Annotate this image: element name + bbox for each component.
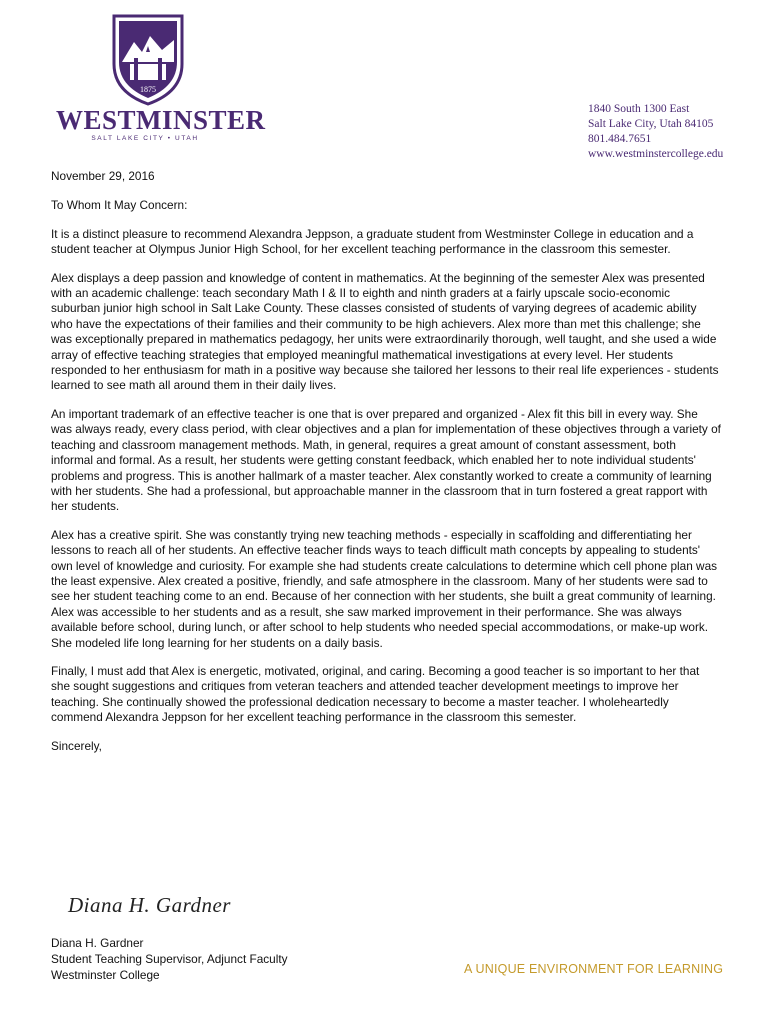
institution-location: SALT LAKE CITY • UTAH: [91, 135, 199, 142]
college-logo: [56, 12, 266, 142]
phone-number: 801.484.7651: [588, 133, 652, 145]
letter-body: [51, 169, 721, 767]
institution-wordmark: WESTMINSTER: [56, 105, 266, 135]
signer-title: Student Teaching Supervisor, Adjunct Faculty: [51, 952, 288, 966]
paragraph: Finally, I must add that Alex is energetic, motivated, original, and caring. Becoming a good teacher is so important to her that she sought suggestions and critiques from veteran teachers and attended teacher development meetings to improve her teaching. She continually showed the professional dedication necessary to become a master teacher. I wholeheartedly commend Alexandra Jeppson for her excellent teaching performance in the classroom this semester.: [51, 663, 700, 725]
return-address: [588, 102, 723, 162]
address-line: 1840 South 1300 East: [588, 103, 690, 115]
signer-block: [51, 935, 288, 983]
crest-year: 1875: [140, 85, 156, 94]
website-url: www.westminstercollege.edu: [588, 148, 724, 160]
paragraph: An important trademark of an effective teacher is one that is over prepared and organized - Alex fit this bill in every way. She was always ready, every class period, with clear objectives and a plan for implementation of these objectives through a variety of teaching and classroom management methods. Math, in general, requires a great amount of constant assessment, both informal and formal. As a result, her students were getting constant feedback, which enabled her to note individual students' problems and progress. This is another hallmark of a master teacher. Alex constantly worked to create a community of learning with her students. She had a professional, but approachable manner in the classroom that in turn fostered a great rapport with her students.: [51, 406, 721, 514]
signer-name: Diana H. Gardner: [51, 936, 144, 950]
salutation: To Whom It May Concern:: [51, 198, 188, 213]
shield-crest-icon: [110, 12, 186, 106]
address-line: Salt Lake City, Utah 84105: [588, 118, 714, 130]
paragraph: It is a distinct pleasure to recommend Alexandra Jeppson, a graduate student from Westminster College in education and a student teacher at Olympus Junior High School, for her excellent teaching performance in the classroom this semester.: [51, 226, 694, 257]
closing: Sincerely,: [51, 738, 102, 753]
paragraph: Alex displays a deep passion and knowledge of content in mathematics. At the beginning of the semester Alex was presented with an academic challenge: teach secondary Math I & II to eighth and ninth graders at a fairly upscale socio-economic suburban junior high school in Salt Lake County. These classes consisted of students of varying degrees of academic ability who have the expectations of their families and their community to be high achievers. Alex more than met this challenge; she was exceptionally prepared in mathematics pedagogy, her units were extraordinarily thorough, well taught, and she used a wide array of effective teaching strategies that employed meaningful mathematical investigations at every level. Her students responded to her enthusiasm for math in a positive way because she tailored her lessons to their real life experiences - students learned to see math all around them in their daily lives.: [51, 270, 719, 393]
letter-date: November 29, 2016: [51, 169, 155, 183]
handwritten-signature: Diana H. Gardner: [68, 893, 231, 917]
paragraph: Alex has a creative spirit. She was constantly trying new teaching methods - especially in scaffolding and differentiating her lessons to reach all of her students. An effective teacher finds ways to teach difficult math concepts by appealing to students' own level of knowledge and curiosity. For example she had students create calculations to determine which cell phone plan was the least expensive. Alex created a positive, friendly, and safe atmosphere in the classroom. Many of her students were sad to see her student teaching come to an end. Because of her connection with her students, she built a great community of learning. Alex was accessible to her students and as a result, she saw marked improvement in their performance. She was always available before school, during lunch, or after school to help students who needed special accommodations, or make-up work. She modeled life long learning for her students on a daily basis.: [51, 527, 718, 650]
footer-tagline: A UNIQUE ENVIRONMENT FOR LEARNING: [464, 962, 724, 976]
signer-org: Westminster College: [51, 968, 160, 982]
